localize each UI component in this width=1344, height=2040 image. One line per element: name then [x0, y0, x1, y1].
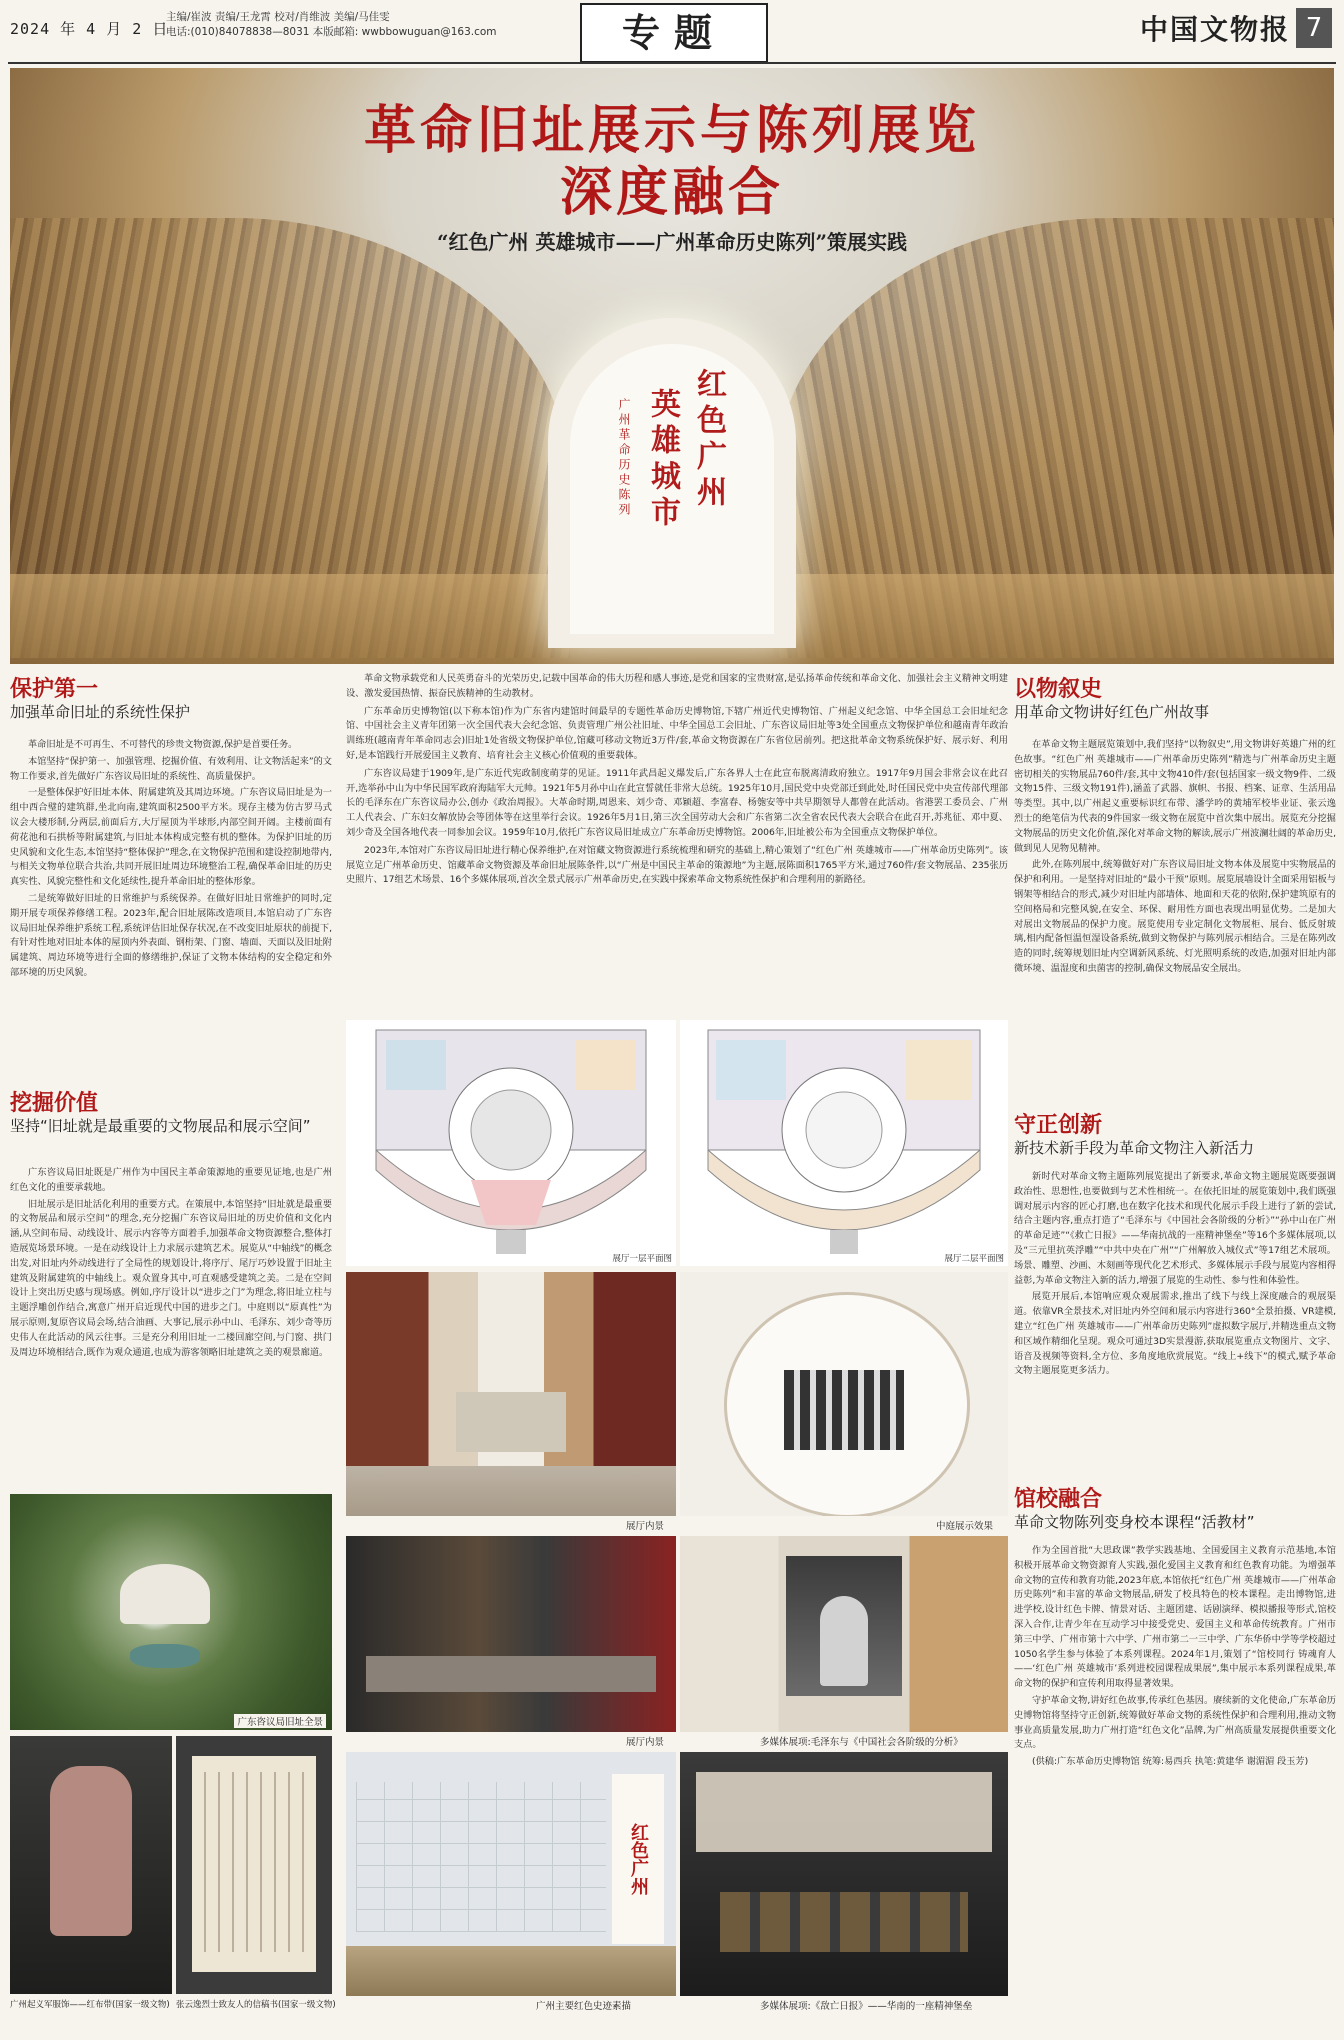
section-subtitle-objects: 用革命文物讲好红色广州故事 — [1014, 703, 1210, 721]
caption: 展厅二层平面图 — [944, 1254, 1004, 1264]
section-title-value: 挖掘价值 — [10, 1090, 99, 1116]
issue-date: 2024 年 4 月 2 日 — [10, 20, 169, 38]
section-label: 专题 — [580, 3, 768, 63]
newspaper-wall — [696, 1772, 992, 1852]
floor — [346, 1466, 676, 1516]
sketch-wall — [356, 1782, 606, 1932]
section-body-innovation — [1014, 1170, 1336, 1474]
display-cases — [366, 1656, 656, 1692]
page-number: 7 — [1296, 8, 1332, 48]
letter-handwriting — [204, 1772, 304, 1952]
headline-line-2: 深度融合 — [559, 162, 784, 223]
caption: 中庭展示效果 — [936, 1521, 994, 1532]
paragraph: 广东革命历史博物馆(以下称本馆)作为广东省内建馆时间最早的专题性革命历史博物馆,下辖广州近代史博物馆、广州起义纪念馆、中华全国总工会旧址纪念馆、中国社会主义青年团第一次全国代表大会纪念馆、负责管理广州公社旧址、中华全国总工会旧址、广东咨议局旧址等3处全国重点文物保护单位和越南青年政治训练班(越南青年革命同志会)旧址1处省级文物保护单位,馆藏可移动文物近3万件/套,革命文物资源在广东省位居前列。把这批革命文物系统保护好、展示好、利用好,是本馆践行开展爱国主义教育、培育社会主义核心价值观的重要载体。 — [346, 705, 1008, 761]
exhibit-photo-5 — [346, 1752, 676, 1996]
center-body — [346, 672, 1008, 1014]
paragraph: 作为全国首批“大思政课”教学实践基地、全国爱国主义教育示范基地,本馆积极开展革命文物资源育人实践,强化爱国主义教育和红色教育功能。为增强革命文物的宣传和教育功能,2023年底,本馆依托“红色广州 英雄城市——广州革命历史陈列”和丰富的革命文物展品,研发了校具特色的校本课程。走出博物馆,进进学校,设计红色卡牌、情景对话、主题团建、话剧演绎、模拟播报等形式,馆校深入合作,让青少年在互动学习中接受党史、爱国主义和革命传统教育。广州市第三中学、广州市第十六中学、广州市第二一三中学、广东华侨中学等学校超过1050名学生参与体验了本系列课程。2024年1月,策划了“馆校同行 铸魂育人——‘红色广州 英雄城市’系列进校园课程成果展”,集中展示本系列课程成果,革命文物的保护和宣传利用取得显著效果。 — [1014, 1545, 1336, 1690]
arch-subtitle: 广州革命历史陈列 — [617, 398, 631, 518]
letter-paper — [192, 1756, 316, 1972]
caption: 广州起义军服饰——红布带(国家一级文物) — [10, 2000, 170, 2010]
caption: 多媒体展项:《敌亡日报》——华南的一座精神堡垒 — [760, 2001, 973, 2012]
exhibit-photo-6 — [680, 1752, 1008, 1996]
floor-plan-1-drawing — [346, 1020, 676, 1266]
paragraph: (供稿:广东革命历史博物馆 统筹:易西兵 执笔:黄建华 谢湄湄 段玉芳) — [1032, 1756, 1309, 1768]
exhibit-photo-4 — [680, 1536, 1008, 1732]
caption: 张云逸烈士致友人的信稿书(国家一级文物) — [176, 2000, 336, 2010]
section-heading-school — [1014, 1482, 1336, 1531]
section-heading-objects — [1014, 672, 1336, 721]
paragraph: 新时代对革命文物主题陈列展览提出了新要求,革命文物主题展览既要强调政治性、思想性,也要做到与艺术性相统一。在依托旧址的展览策划中,我们既强调对展示内容的匠心打磨,也在数字化技术和现代化展示手段上进行了新的尝试,结合主题内容,重点打造了“毛泽东与《中国社会各阶级的分析》”“孙中山在广州的革命足迹”“《救亡日报》——华南抗战的一座精神堡垒”等16个多媒体展项,以及“三元里抗英浮雕”“中共中央在广州”“广州解放入城仪式”等17组艺术展项。场景、雕塑、沙画、木刻画等现代化艺术形式、多媒体展示手段与展览内容相得益彰,为革命文物注入新的活力,增强了展览的生动性、参与性和体验性。 — [1014, 1171, 1336, 1286]
section-heading-innovation — [1014, 1108, 1336, 1157]
headline-line-1: 革命旧址展示与陈列展览 — [363, 100, 980, 161]
floor-plan-1 — [346, 1020, 676, 1266]
paragraph: 2023年,本馆对广东咨议局旧址进行精心保养维护,在对馆藏文物资源进行系统梳理和研究的基础上,精心策划了“红色广州 英雄城市——广州革命历史陈列”。该展览立足广州革命历史、馆藏革命文物资源及革命旧址展陈条件,以“广州是中国民主革命的策源地”为主题,展陈面积1765平方米,通过760件/套文物展品、235张历史照片、17组艺术场景、16个多媒体展项,首次全景式展示广州革命历史,在实践中探索革命文物系统性保护和合理利用的新路径。 — [346, 844, 1008, 886]
paragraph: 广东咨议局建于1909年,是广东近代宪政制度萌芽的见证。1911年武昌起义爆发后,广东各界人士在此宣布脱离清政府独立。1917年9月国会非常会议在此召开,选举孙中山为中华民国军政府海陆军大元帅。1921年5月孙中山在此宣誓就任非常大总统。1925年10月,国民党中央党部迁到此处,时任国民党中央宣传部代理部长的毛泽东在广东咨议局办公,创办《政治周报》。大革命时期,周恩来、刘少奇、邓颖超、李富春、杨匏安等中共早期领导人都曾在此活动。省港罢工委员会、广州工人代表会、广东妇女解放协会等团体等在这里举行会议。1926年5月1日,第三次全国劳动大会和广东省第二次全省农民代表大会联合在此召开,苏兆征、邓中夏、刘少奇及全国各地代表一同参加会议。1959年10月,依托广东咨议局旧址成立广东革命历史博物馆。2006年,旧址被公布为全国重点文物保护单位。 — [346, 767, 1008, 838]
caption: 广东咨议局旧址全景 — [234, 1714, 326, 1728]
newspaper-logo: 中国文物报 — [1140, 13, 1291, 46]
paragraph: 守护革命文物,讲好红色故事,传承红色基因。赓续新的文化使命,广东革命历史博物馆将坚持守正创新,统筹做好革命文物的系统性保护和合理利用,推动文物事业高质量发展,助力广州打造“红色文化”品牌,为广州高质量发展提供重要文化支点。 — [1014, 1694, 1336, 1751]
section-body-protection — [10, 738, 332, 1074]
section-subtitle-innovation: 新技术新手段为革命文物注入新活力 — [1014, 1139, 1255, 1157]
display-tables — [720, 1892, 968, 1952]
display-case — [456, 1392, 566, 1452]
section-subtitle-protection: 加强革命旧址的系统性保护 — [10, 703, 191, 721]
section-title-protection: 保护第一 — [10, 676, 99, 702]
garment-shape — [50, 1766, 132, 1936]
caption: 多媒体展项:毛泽东与《中国社会各阶级的分析》 — [760, 1737, 963, 1748]
exhibit-photo-1 — [346, 1272, 676, 1516]
site-aerial-photo — [10, 1494, 332, 1730]
artifact-letter-photo — [176, 1736, 332, 1994]
caption: 展厅一层平面图 — [612, 1254, 672, 1264]
caption: 展厅内景 — [626, 1521, 665, 1532]
wall-title: 红色广州 — [612, 1774, 664, 1944]
section-body-value — [10, 1166, 332, 1484]
caption: 展厅内景 — [626, 1737, 665, 1748]
paragraph: 在革命文物主题展览策划中,我们坚持“以物叙史”,用文物讲好英雄广州的红色故事。“红色广州 英雄城市——广州革命历史陈列”精选与广州革命历史主题密切相关的实物展品760件/套,其中文物410件/套(包括国家一级文物9件、二级文物15件、三级文物191件),涵盖了武器、旗帜、书报、档案、证章、生活用品等类型。其中,以广州起义重要标识红布带、潘学吟的黄埔军校毕业证、张云逸烈士的绝笔信为代表的9件国家一级文物在展览中首次集中展出。展览充分挖掘文物展品的历史文化价值,深化对革命文物的解读,展示广州波澜壮阔的革命历史,做到见人见物见精神。 — [1014, 739, 1336, 854]
section-title-objects: 以物叙史 — [1014, 676, 1103, 702]
exhibit-photo-2 — [680, 1272, 1008, 1516]
caption: 广州主要红色史迹素描 — [536, 2001, 632, 2012]
header-rule — [8, 62, 1336, 64]
left-column — [10, 672, 340, 721]
credits-line-2: 电话:(010)84078838—8031 本版邮箱: wwbbowuguan@163.com — [166, 26, 497, 38]
building-dome — [120, 1564, 210, 1624]
section-title-school: 馆校融合 — [1014, 1486, 1103, 1512]
figure-statue — [820, 1596, 868, 1686]
artifact-red-band-photo — [10, 1736, 172, 1994]
subheadline: “红色广州 英雄城市——广州革命历史陈列”策展实践 — [437, 230, 907, 254]
hero-exhibition-photo — [10, 68, 1334, 664]
paragraph: 革命旧址是不可再生、不可替代的珍贵文物资源,保护是首要任务。 — [28, 739, 298, 750]
section-body-school — [1014, 1544, 1336, 2028]
floor — [346, 1946, 676, 1996]
floor-plan-2 — [680, 1020, 1008, 1266]
section-title-innovation: 守正创新 — [1014, 1112, 1103, 1138]
arch-text-2: 英雄城市 — [645, 388, 680, 532]
paragraph: 二是统筹做好旧址的日常维护与系统保养。在做好旧址日常维护的同时,定期开展专项保养修缮工程。2023年,配合旧址展陈改造项目,本馆启动了广东咨议局旧址保养维护系统工程,系统评估旧址保存状况,在不改变旧址原状的前提下,有针对性地对旧址本体的屋顶内外表面、钢桁架、门窗、墙面、天面以及旧址附属建筑、周边环境等进行全面的修缮维护,保证了文物本体结构的安全稳定和外部环境的历史风貌。 — [10, 892, 332, 978]
editor-credits — [166, 10, 566, 40]
credits-line-1: 主编/崔波 责编/王龙霄 校对/肖维波 美编/马佳雯 — [166, 11, 390, 23]
paragraph: 本馆坚持“保护第一、加强管理、挖掘价值、有效利用、让文物活起来”的文物工作要求,首先做好广东咨议局旧址的系统性、高质量保护。 — [10, 755, 332, 782]
masthead — [0, 0, 1344, 64]
meeting-benches — [784, 1370, 904, 1450]
paragraph: 展览开展后,本馆响应观众观展需求,推出了线下与线上深度融合的观展渠道。依靠VR全景技术,对旧址内外空间和展示内容进行360°全景拍摄、VR建模,建立“红色广州 英雄城市——广州革命历史陈列”虚拟数字展厅,并精选重点文物和区域作精细化呈现。观众可通过3D实景漫游,获取展览重点文物图片、文字、语音及视频等资料,全方位、多角度地欣赏展览。“线上+线下”的模式,赋予革命文物主题展览更多活力。 — [1014, 1291, 1336, 1377]
paragraph: 一是整体保护好旧址本体、附属建筑及其周边环境。广东咨议局旧址是为一组中西合璧的建筑群,坐北向南,建筑面积2500平方米。现存主楼为仿古罗马式议会大楼形制,分两层,前面后方,大厅屋顶为半球形,内部空间开阔。主楼前面有荷花池和石拱桥等附属建筑,与旧址本体构成完整有机的整体。为保护旧址的历史风貌和文化生态,本馆坚持“整体保护”理念,在文物保护范围和建设控制地带内,与相关文物单位联合共治,共同开展旧址周边环境整治工程,确保革命旧址的历史真实性、风貌完整性和文化延续性,提升革命旧址的整体形象。 — [10, 787, 332, 888]
section-heading-value — [10, 1086, 330, 1135]
paragraph: 革命文物承载党和人民英勇奋斗的光荣历史,记载中国革命的伟大历程和感人事迹,是党和国家的宝贵财富,是弘扬革命传统和革命文化、加强社会主义精神文明建设、激发爱国热情、振奋民族精神的生动教材。 — [346, 673, 1008, 699]
lotus-pond — [130, 1644, 200, 1668]
section-subtitle-school: 革命文物陈列变身校本课程“活教材” — [1014, 1513, 1255, 1531]
paragraph: 旧址展示是旧址活化利用的重要方式。在策展中,本馆坚持“旧址就是最重要的文物展品和展示空间”的理念,充分挖掘广东咨议局旧址的历史价值和文化内涵,从空间布局、动线设计、展示内容等方面着手,加强革命文物资源整合,整体打造展览场景环境。一是在动线设计上力求展示建筑艺术。展览从“中轴线”的概念出发,对旧址内外动线进行了全局性的规划设计,将序厅、尾厅巧妙设置于旧址主建筑及附属建筑的中轴线上。观众置身其中,可直观感受建筑之美。二是在空间设计上突出历史感与现场感。例如,序厅设计以“进步之门”为理念,将旧址立柱与主题浮雕创作结合,寓意广州开启近现代中国的进步之门。中庭则以“原真性”为展示原则,复原咨议局会场,结合油画、大事记,展示孙中山、毛泽东、刘少奇等历史伟人在此活动的风云往事。三是充分利用旧址一二楼回廊空间,与门窗、拱门及周边环境相结合,既作为观众通道,也成为游客领略旧址建筑之美的观景廊道。 — [10, 1198, 332, 1358]
exhibit-photo-3 — [346, 1536, 676, 1732]
section-subtitle-value: 坚持“旧址就是最重要的文物展品和展示空间” — [10, 1117, 311, 1135]
section-body-objects — [1014, 738, 1336, 1094]
floor-plan-2-drawing — [680, 1020, 1008, 1266]
arch-text-1: 红色广州 — [691, 368, 726, 512]
paragraph: 广东咨议局旧址既是广州作为中国民主革命策源地的重要见证地,也是广州红色文化的重要承载地。 — [10, 1167, 332, 1193]
paragraph: 此外,在陈列展中,统筹做好对广东咨议局旧址文物本体及展览中实物展品的保护和利用。一是坚持对旧址的“最小干预”原则。展览展墙设计全面采用铝板与钢架等相结合的形式,减少对旧址内部墙体、地面和天花的依附,保护建筑原有的空间格局和完整风貌,在安全、环保、耐用性方面也表现出明显优势。二是加大对展出文物展品的保护力度。展览使用专业定制化文物展柜、展台、低反射玻璃,相内配备恒温恒湿设备系统,做到文物保护与陈列展示相结合。三是在陈列改造的同时,统筹规划旧址内空调新风系统、灯光照明系统的改造,加强对旧址内部微环境、温湿度和虫菌害的控制,确保文物展品安全展出。 — [1014, 859, 1336, 974]
